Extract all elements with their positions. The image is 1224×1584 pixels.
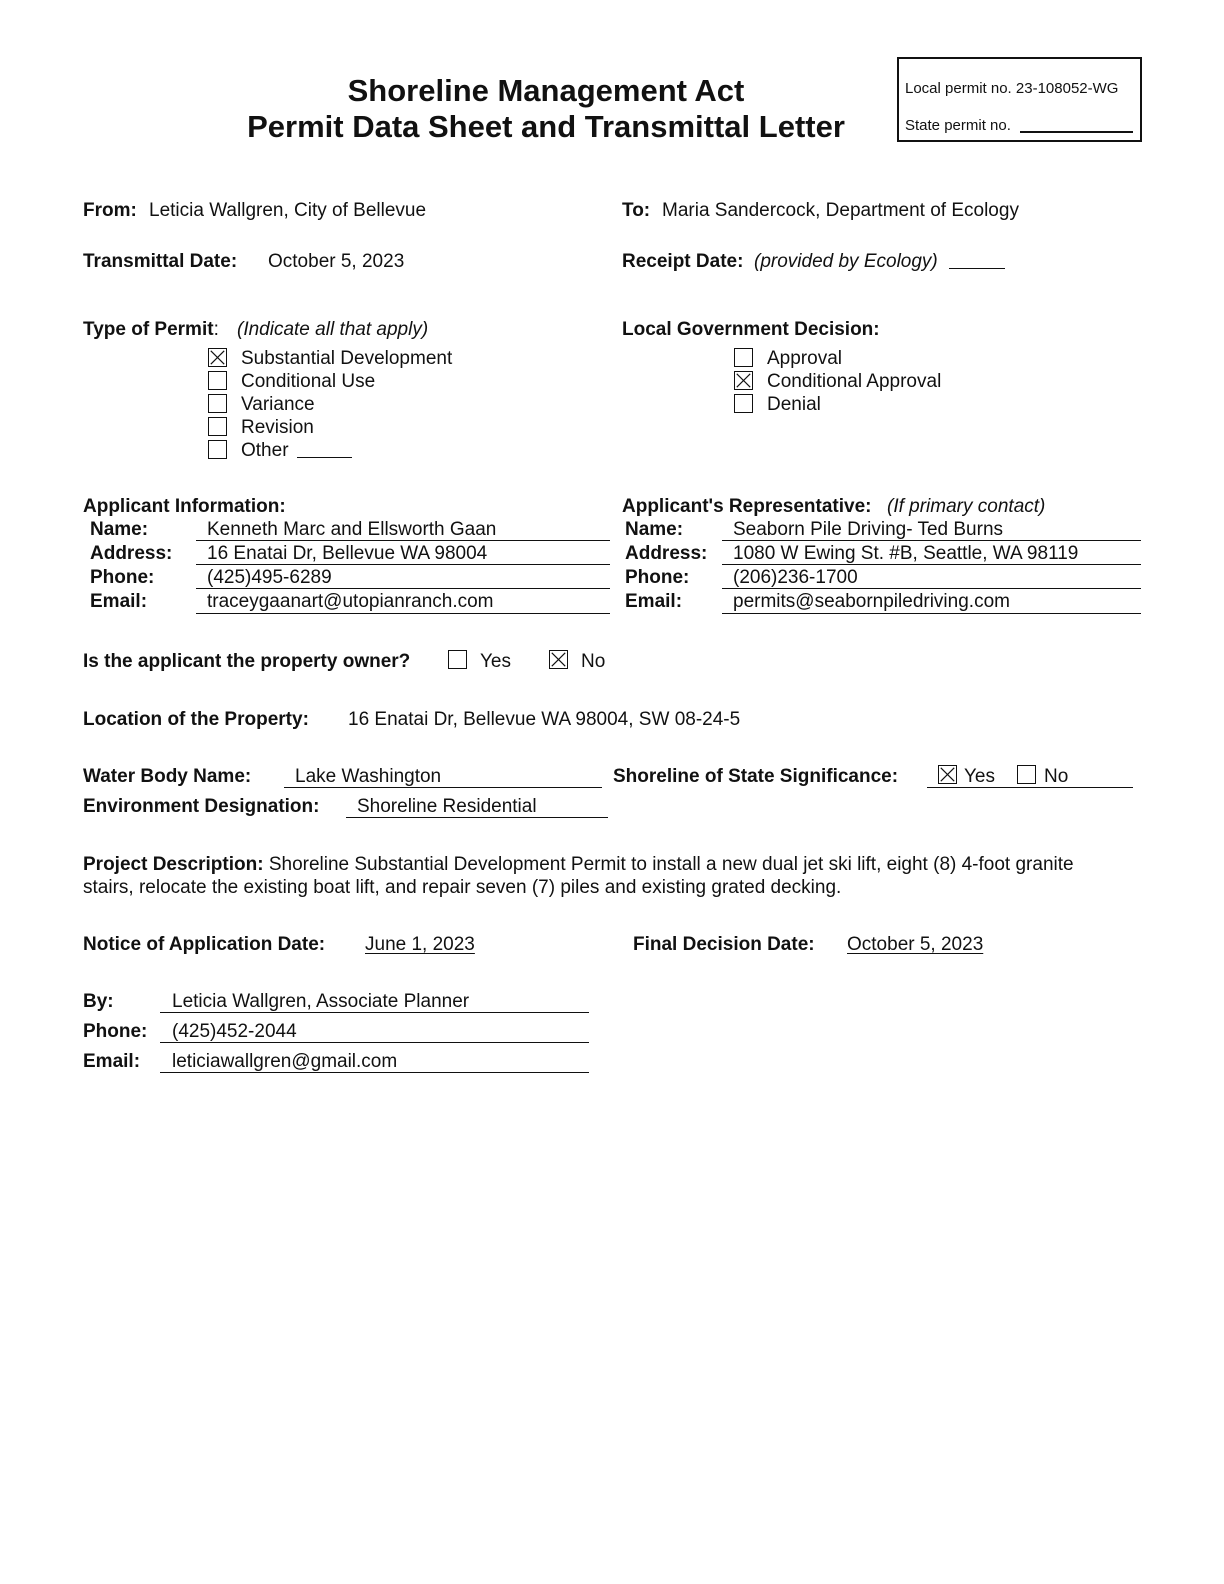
form-title-line2: Permit Data Sheet and Transmittal Letter <box>247 109 845 144</box>
applicant-name-line <box>196 540 610 541</box>
permit-type-heading <box>83 320 219 339</box>
checkbox-shoreline-yes[interactable] <box>938 765 957 784</box>
option-denial: Denial <box>767 394 821 415</box>
checkbox-other[interactable] <box>208 440 227 459</box>
checkbox-approval[interactable] <box>734 348 753 367</box>
by-line <box>160 1012 589 1013</box>
checkbox-revision[interactable] <box>208 417 227 436</box>
notice-date-label: Notice of Application Date: <box>83 934 326 955</box>
rep-name-label: Name: <box>625 519 684 540</box>
applicant-name-value: Kenneth Marc and Ellsworth Gaan <box>207 519 497 540</box>
permit-type-note: (Indicate all that apply) <box>237 319 429 340</box>
applicant-heading: Applicant Information: <box>83 496 286 517</box>
checkbox-owner-no[interactable] <box>549 650 568 669</box>
project-description-line1 <box>83 855 1074 874</box>
permit-type-label: Type of Permit <box>83 319 214 340</box>
applicant-email-value: traceygaanart@utopianranch.com <box>207 591 494 612</box>
rep-email-value: permits@seabornpiledriving.com <box>733 591 1010 612</box>
transmittal-date-value: October 5, 2023 <box>268 251 405 272</box>
checkbox-substantial-development[interactable] <box>208 348 227 367</box>
signoff-phone-line <box>160 1042 589 1043</box>
option-variance: Variance <box>241 394 315 415</box>
option-other: Other <box>241 440 289 461</box>
shoreline-yes-label: Yes <box>964 766 995 787</box>
receipt-date-label: Receipt Date: <box>622 251 744 272</box>
applicant-name-label: Name: <box>90 519 149 540</box>
to-value: Maria Sandercock, Department of Ecology <box>662 200 1019 221</box>
decision-heading: Local Government Decision: <box>622 319 880 340</box>
water-body-label: Water Body Name: <box>83 766 252 787</box>
signoff-email-label: Email: <box>83 1051 141 1072</box>
shoreline-line <box>927 787 1133 788</box>
applicant-address-value: 16 Enatai Dr, Bellevue WA 98004 <box>207 543 488 564</box>
signoff-email-value: leticiawallgren@gmail.com <box>172 1051 398 1072</box>
applicant-phone-label: Phone: <box>90 567 155 588</box>
rep-phone-value: (206)236-1700 <box>733 567 858 588</box>
rep-name-line <box>722 540 1141 541</box>
by-label: By: <box>83 991 114 1012</box>
option-approval: Approval <box>767 348 842 369</box>
checkbox-denial[interactable] <box>734 394 753 413</box>
checkbox-conditional-approval[interactable] <box>734 371 753 390</box>
signoff-email-line <box>160 1072 589 1073</box>
receipt-date-note: (provided by Ecology) <box>754 251 938 272</box>
applicant-email-label: Email: <box>90 591 148 612</box>
transmittal-date-label: Transmittal Date: <box>83 251 238 272</box>
water-body-line <box>284 787 602 788</box>
final-decision-label: Final Decision Date: <box>633 934 815 955</box>
applicant-phone-line <box>196 588 610 589</box>
project-description-text1: Shoreline Substantial Development Permit to install a new dual jet ski lift, eight (8) 4-foot granite <box>268 854 1074 875</box>
rep-phone-label: Phone: <box>625 567 690 588</box>
other-blank[interactable] <box>297 457 352 458</box>
environment-value: Shoreline Residential <box>357 796 537 817</box>
checkbox-owner-yes[interactable] <box>448 650 467 669</box>
owner-no-label: No <box>581 651 606 672</box>
rep-email-label: Email: <box>625 591 683 612</box>
owner-question-label: Is the applicant the property owner? <box>83 651 411 672</box>
local-permit-number: Local permit no. 23-108052-WG <box>905 80 1119 97</box>
owner-yes-label: Yes <box>480 651 511 672</box>
permit-type-colon: : <box>213 319 219 340</box>
checkbox-shoreline-no[interactable] <box>1017 765 1036 784</box>
project-description-line2: stairs, relocate the existing boat lift, and repair seven (7) piles and existing grated decking. <box>83 877 842 898</box>
option-conditional-approval: Conditional Approval <box>767 371 942 392</box>
signoff-phone-label: Phone: <box>83 1021 148 1042</box>
applicant-address-label: Address: <box>90 543 173 564</box>
rep-address-value: 1080 W Ewing St. #B, Seattle, WA 98119 <box>733 543 1079 564</box>
rep-name-value: Seaborn Pile Driving- Ted Burns <box>733 519 1004 540</box>
rep-phone-line <box>722 588 1141 589</box>
representative-heading: Applicant's Representative: <box>622 496 872 517</box>
final-decision-value: October 5, 2023 <box>847 934 984 955</box>
project-description-label: Project Description: <box>83 854 264 875</box>
state-permit-blank[interactable] <box>1020 131 1133 133</box>
receipt-date-blank[interactable] <box>949 268 1005 269</box>
applicant-phone-value: (425)495-6289 <box>207 567 332 588</box>
environment-line <box>346 817 608 818</box>
environment-label: Environment Designation: <box>83 796 320 817</box>
shoreline-no-label: No <box>1044 766 1069 787</box>
shoreline-significance-label: Shoreline of State Significance: <box>613 766 899 787</box>
notice-date-value: June 1, 2023 <box>365 934 475 955</box>
from-label: From: <box>83 200 137 221</box>
form-title-line1: Shoreline Management Act <box>347 73 745 108</box>
option-revision: Revision <box>241 417 314 438</box>
checkbox-conditional-use[interactable] <box>208 371 227 390</box>
water-body-value: Lake Washington <box>295 766 442 787</box>
representative-heading-note: (If primary contact) <box>887 496 1046 517</box>
rep-address-line <box>722 564 1141 565</box>
rep-email-line <box>722 613 1141 614</box>
applicant-email-line <box>196 613 610 614</box>
option-substantial-development: Substantial Development <box>241 348 453 369</box>
by-value: Leticia Wallgren, Associate Planner <box>172 991 470 1012</box>
location-value: 16 Enatai Dr, Bellevue WA 98004, SW 08-24-5 <box>348 709 741 730</box>
checkbox-variance[interactable] <box>208 394 227 413</box>
state-permit-label: State permit no. <box>905 117 1011 134</box>
option-conditional-use: Conditional Use <box>241 371 376 392</box>
applicant-address-line <box>196 564 610 565</box>
from-value: Leticia Wallgren, City of Bellevue <box>149 200 427 221</box>
rep-address-label: Address: <box>625 543 708 564</box>
signoff-phone-value: (425)452-2044 <box>172 1021 297 1042</box>
location-label: Location of the Property: <box>83 709 309 730</box>
to-label: To: <box>622 200 651 221</box>
